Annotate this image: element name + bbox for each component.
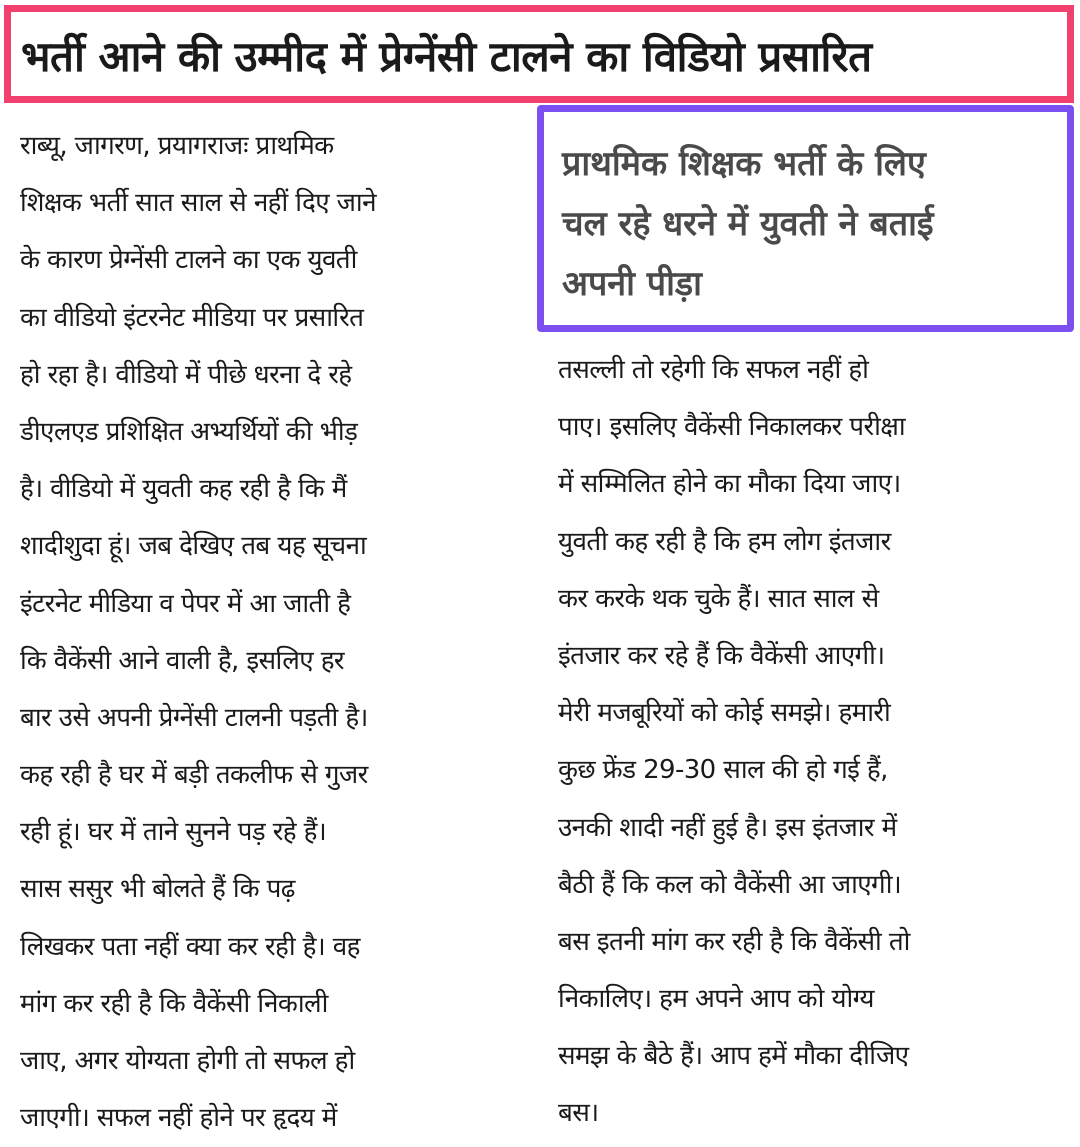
article-line: मेरी मजबूरियों को कोई समझे। हमारी: [558, 698, 891, 729]
article-line: निकालिए। हम अपने आप को योग्य: [558, 984, 874, 1015]
article-line: पाए। इसलिए वैकेंसी निकालकर परीक्षा: [558, 412, 906, 443]
article-line: का वीडियो इंटरनेट मीडिया पर प्रसारित: [20, 302, 364, 333]
article-line: सास ससुर भी बोलते हैं कि पढ़: [20, 874, 295, 905]
article-line: उनकी शादी नहीं हुई है। इस इंतजार में: [558, 812, 897, 843]
article-line: कह रही है घर में बड़ी तकलीफ से गुजर: [20, 760, 368, 791]
article-line: बस इतनी मांग कर रही है कि वैकेंसी तो: [558, 926, 910, 957]
headline-box: [4, 5, 1074, 103]
article-line: इंटरनेट मीडिया व पेपर में आ जाती है: [20, 588, 351, 619]
subhead-line: चल रहे धरने में युवती ने बताई: [562, 204, 934, 244]
article-line: के कारण प्रेग्नेंसी टालने का एक युवती: [20, 245, 357, 276]
article-line: कि वैकेंसी आने वाली है, इसलिए हर: [20, 645, 344, 676]
article-line: युवती कह रही है कि हम लोग इंतजार: [558, 526, 891, 557]
article-right-column: [558, 342, 1063, 1143]
article-line: मांग कर रही है कि वैकेंसी निकाली: [20, 988, 328, 1019]
article-line: में सम्मिलित होने का मौका दिया जाए।: [558, 469, 901, 500]
article-line: जाए, अगर योग्यता होगी तो सफल हो: [20, 1046, 355, 1076]
article-line: है। वीडियो में युवती कह रही है कि मैं: [20, 474, 347, 505]
article-line: बैठी हैं कि कल को वैकेंसी आ जाएगी।: [558, 869, 902, 900]
article-line: तसल्ली तो रहेगी कि सफल नहीं हो: [558, 355, 869, 385]
article-line: रही हूं। घर में ताने सुनने पड़ रहे हैं।: [20, 817, 327, 848]
article-left-column: [20, 118, 520, 1147]
article-line: जाएगी। सफल नहीं होने पर हृदय में: [20, 1103, 337, 1134]
article-line: कर करके थक चुके हैं। सात साल से: [558, 583, 879, 614]
article-line: इंतजार कर रहे हैं कि वैकेंसी आएगी।: [558, 640, 885, 671]
article-line: हो रहा है। वीडियो में पीछे धरना दे रहे: [20, 359, 352, 390]
article-line: राब्यू, जागरण, प्रयागराजः प्राथमिक: [20, 131, 334, 161]
article-line: लिखकर पता नहीं क्या कर रही है। वह: [20, 931, 360, 962]
article-line: डीएलएड प्रशिक्षित अभ्यर्थियों की भीड़: [20, 416, 358, 447]
article-line: शादीशुदा हूं। जब देखिए तब यह सूचना: [20, 531, 367, 562]
subhead-line: प्राथमिक शिक्षक भर्ती के लिए: [562, 144, 926, 184]
subhead-box: [537, 105, 1074, 332]
article-line: कुछ फ्रेंड 29-30 साल की हो गई हैं,: [558, 755, 888, 786]
headline: भर्ती आने की उम्मीद में प्रेग्नेंसी टालने का विडियो प्रसारित: [21, 32, 872, 81]
subhead-line: अपनी पीड़ा: [562, 264, 702, 304]
article-line: बार उसे अपनी प्रेग्नेंसी टालनी पड़ती है।: [20, 702, 368, 733]
article-line: समझ के बैठे हैं। आप हमें मौका दीजिए: [558, 1041, 909, 1072]
article-line: बस।: [558, 1098, 599, 1129]
article-line: शिक्षक भर्ती सात साल से नहीं दिए जाने: [20, 188, 376, 219]
subhead: [562, 134, 1062, 314]
